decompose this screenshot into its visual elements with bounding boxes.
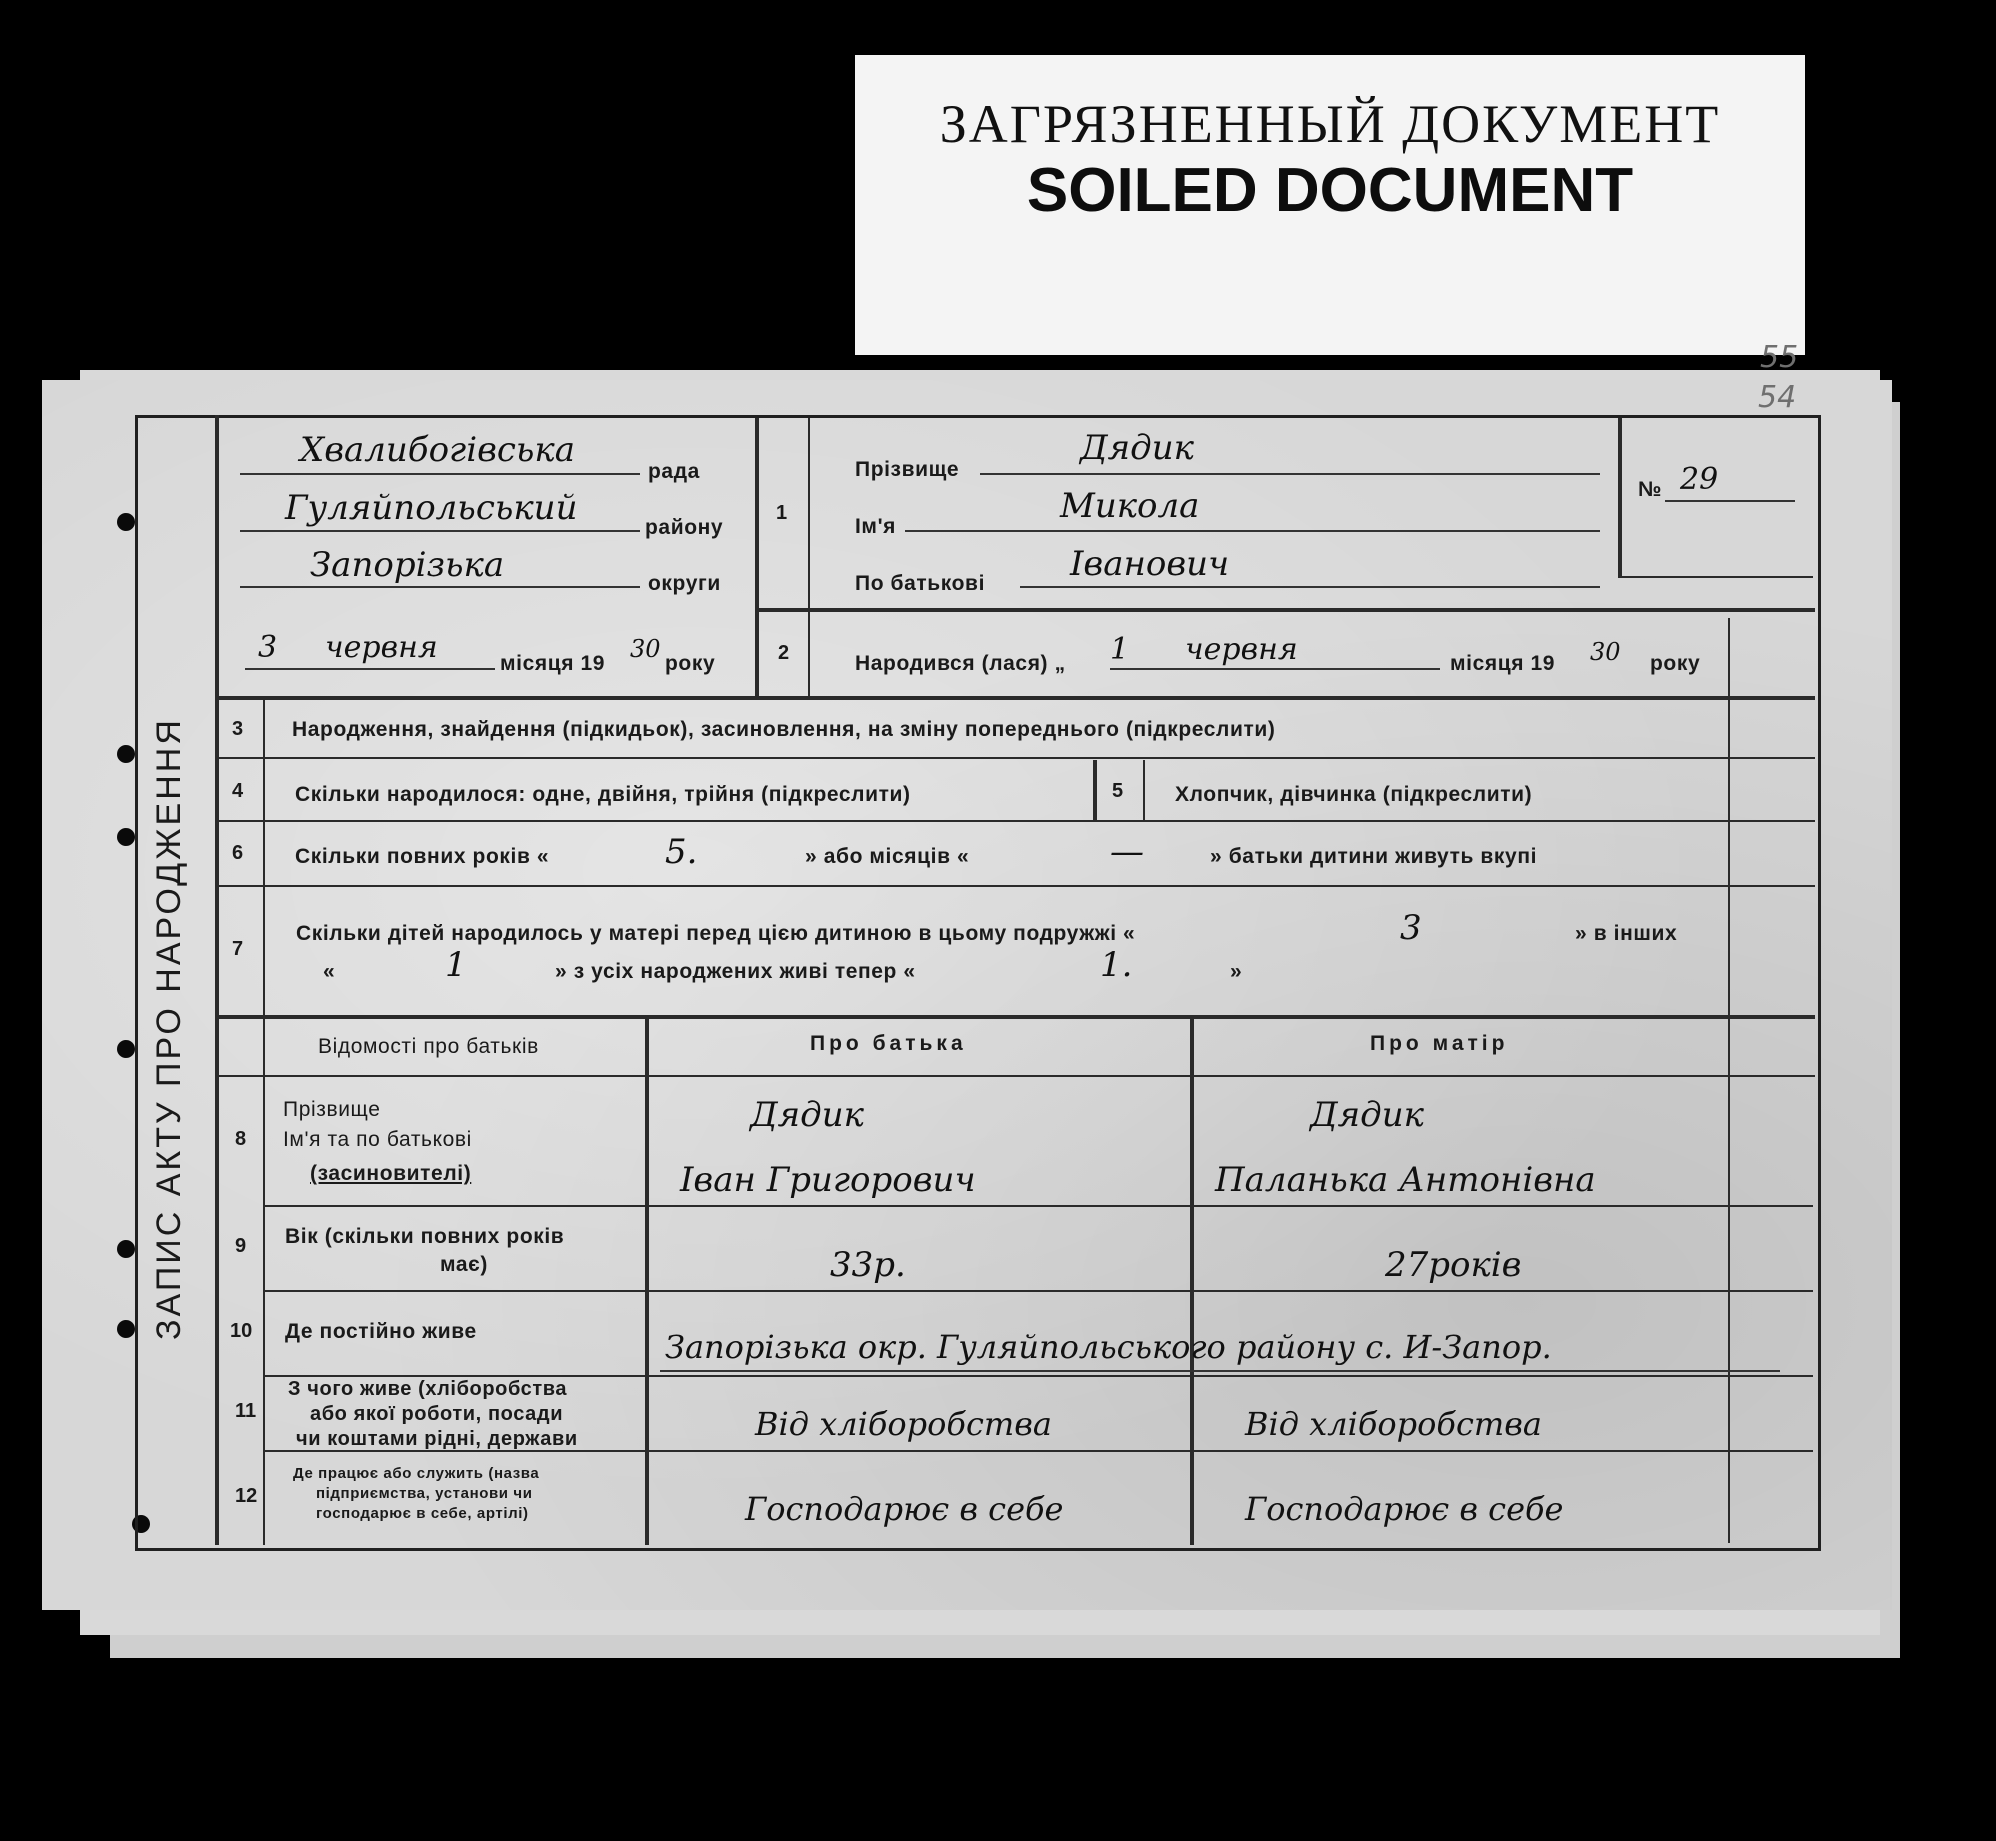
pencil-page-number-2: 54 bbox=[1758, 380, 1797, 415]
children-label-other: » в інших bbox=[1575, 922, 1678, 945]
district-value: Гуляйпольський bbox=[285, 488, 578, 528]
occupation-label-3: чи коштами рідні, держави bbox=[296, 1428, 578, 1450]
form-side-title: ЗАПИС АКТУ ПРО НАРОДЖЕННЯ bbox=[150, 717, 188, 1340]
binder-hole bbox=[117, 1320, 135, 1338]
birth-month-label: місяця 19 bbox=[1450, 652, 1556, 675]
birth-day: 1 bbox=[1110, 632, 1130, 667]
okrug-value: Запорізька bbox=[310, 545, 505, 585]
registration-month: червня bbox=[325, 630, 438, 665]
registration-day: 3 bbox=[258, 630, 278, 665]
children-label: Скільки дітей народилось у матері перед цією дитиною в цьому подружжі « bbox=[296, 922, 1136, 945]
label-english: SOILED DOCUMENT bbox=[1026, 156, 1634, 225]
father-occupation: Від хліборобства bbox=[755, 1405, 1052, 1443]
row-number: 10 bbox=[230, 1320, 253, 1342]
child-patronymic: Іванович bbox=[1070, 544, 1230, 584]
children-label-c: « bbox=[323, 960, 336, 983]
residence-value: Запорізька окр. Гуляйпольського району с. И-Запор. bbox=[665, 1328, 1552, 1366]
patronymic-label: По батькові bbox=[855, 572, 986, 595]
occupation-label-2: або якої роботи, посади bbox=[310, 1403, 564, 1425]
mother-age: 27років bbox=[1385, 1245, 1522, 1285]
marriage-months-label: » або місяців « bbox=[805, 845, 970, 868]
mother-column-header: Про матір bbox=[1370, 1032, 1509, 1055]
marriage-label-end: » батьки дитини живуть вкупі bbox=[1210, 845, 1538, 868]
born-label: Народився (лася) „ bbox=[855, 652, 1066, 675]
father-column-header: Про батька bbox=[810, 1032, 967, 1055]
birth-month: червня bbox=[1185, 632, 1298, 667]
row-number: 12 bbox=[235, 1485, 258, 1507]
father-age: 33р. bbox=[830, 1245, 906, 1285]
birth-year-label: року bbox=[1650, 652, 1701, 675]
father-name: Іван Григорович bbox=[680, 1160, 976, 1200]
row-number: 4 bbox=[232, 780, 244, 802]
row-number: 6 bbox=[232, 842, 244, 864]
event-type-text: Народження, знайдення (підкидьок), засиновлення, на зміну попереднього (підкреслити) bbox=[292, 718, 1276, 741]
mother-occupation: Від хліборобства bbox=[1245, 1405, 1542, 1443]
row-number: 2 bbox=[778, 642, 790, 664]
binder-hole bbox=[117, 828, 135, 846]
parents-info-header: Відомості про батьків bbox=[318, 1035, 539, 1058]
row-number: 5 bbox=[1112, 780, 1124, 802]
record-number-label: № bbox=[1638, 478, 1663, 501]
registration-year-label: року bbox=[665, 652, 716, 675]
children-label-e: » bbox=[1230, 960, 1243, 983]
mother-workplace: Господарює в себе bbox=[1245, 1490, 1564, 1528]
child-name: Микола bbox=[1060, 486, 1200, 526]
father-workplace: Господарює в себе bbox=[745, 1490, 1064, 1528]
registration-year: 30 bbox=[630, 635, 661, 663]
birth-year: 30 bbox=[1590, 638, 1621, 666]
row-number: 7 bbox=[232, 938, 244, 960]
binder-hole bbox=[117, 1040, 135, 1058]
binder-hole bbox=[117, 513, 135, 531]
name-label: Ім'я bbox=[855, 515, 897, 538]
occupation-label: З чого живе (хліборобства bbox=[288, 1378, 568, 1400]
children-alive-value: 1. bbox=[1100, 945, 1133, 985]
row-number: 11 bbox=[235, 1400, 257, 1422]
label-russian: ЗАГРЯЗНЕННЫЙ ДОКУМЕНТ bbox=[939, 94, 1721, 154]
children-alive-label: » з усіх народжених живі тепер « bbox=[555, 960, 916, 983]
age-label-2: має) bbox=[440, 1253, 488, 1276]
adoptive-label: (засиновителі) bbox=[310, 1162, 472, 1185]
record-number: 29 bbox=[1680, 462, 1719, 497]
mother-name: Паланька Антонівна bbox=[1215, 1160, 1596, 1200]
children-this-marriage: 3 bbox=[1400, 908, 1422, 948]
row-number: 1 bbox=[776, 502, 788, 524]
registration-month-label: місяця 19 bbox=[500, 652, 606, 675]
row-number: 8 bbox=[235, 1128, 247, 1150]
age-label: Вік (скільки повних років bbox=[285, 1225, 565, 1248]
district-label: району bbox=[645, 516, 724, 539]
residence-label: Де постійно живе bbox=[285, 1320, 477, 1343]
marriage-months-value: — bbox=[1110, 832, 1144, 872]
okrug-label: округи bbox=[648, 572, 721, 595]
row-number: 9 bbox=[235, 1235, 247, 1257]
council-value: Хвалибогівська bbox=[300, 430, 576, 470]
surname-label: Прізвище bbox=[855, 458, 960, 481]
marriage-years-value: 5. bbox=[665, 832, 698, 872]
marriage-years-label: Скільки повних років « bbox=[295, 845, 550, 868]
workplace-label-2: підприємства, установи чи bbox=[316, 1485, 533, 1502]
workplace-label-3: господарює в себе, артілі) bbox=[316, 1505, 529, 1522]
council-label: рада bbox=[648, 460, 700, 483]
father-surname: Дядик bbox=[750, 1095, 864, 1135]
sex-text: Хлопчик, дівчинка (підкреслити) bbox=[1175, 783, 1533, 806]
binder-hole bbox=[117, 745, 135, 763]
mother-surname: Дядик bbox=[1310, 1095, 1424, 1135]
children-other-marriage: 1 bbox=[445, 945, 467, 985]
binder-hole bbox=[117, 1240, 135, 1258]
parent-surname-label: Прізвище bbox=[283, 1098, 381, 1121]
row-number: 3 bbox=[232, 718, 244, 740]
multiplicity-text: Скільки народилося: одне, двійня, трійня (підкреслити) bbox=[295, 783, 911, 806]
pencil-page-number: 55 bbox=[1760, 340, 1799, 375]
parent-name-label: Ім'я та по батькові bbox=[283, 1128, 472, 1151]
workplace-label: Де працює або служить (назва bbox=[293, 1465, 540, 1482]
child-surname: Дядик bbox=[1080, 428, 1194, 468]
soiled-document-label bbox=[855, 55, 1805, 355]
